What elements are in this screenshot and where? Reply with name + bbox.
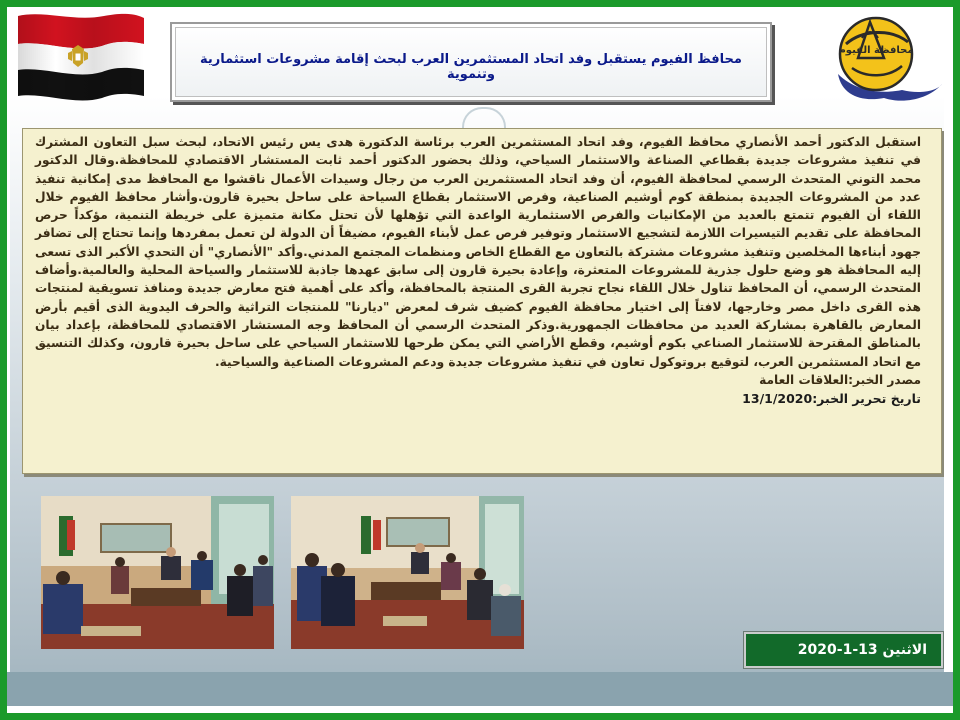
article-paragraph: استقبل الدكتور أحمد الأنصاري محافظ الفيوم، وفد اتحاد المستثمرين العرب برئاسة الدكتورة هدى يس رئيس الاتحاد، لبحث سبل التعاون المشترك في تنفيذ مشروعات جديدة بقطاعي الصناعة والاستثمار السياحي، وذلك بحضور الدكتور أحمد ثابت المستشار الاقتصادي للمحافظة.وقال الدكتور محمد التوني المتحدث الرسمي لمحافظة الفيوم، أن وفد اتحاد المستثمرين العرب من رجال وسيدات الأعمال ناقشوا مع المحافظ مدى إمكانية تنفيذ عدد من المشروعات الجديدة بمنطقة كوم أوشيم الصناعية، وفرص الاستثمار بقطاع السياحة على ساحل بحيرة قارون.وأشار محافظ الفيوم خلال اللقاء أن الفيوم تتمتع بالعديد من الإمكانيات والفرص الاستثمارية الواعدة التي تؤهلها لأن تحتل مكانة متميزة على خريطة التنمية، مؤكداً حرص المحافظة على تقديم التيسيرات اللازمة لتشجيع الاستثمار وتوفير فرص عمل لأبناء الفيوم، مضيفاً أن الدولة لن تعمل بمفردها وإنما تحتاج إلى تضافر جهود أبناءها المخلصين وتنفيذ مشروعات مشتركة بالتعاون مع القطاع الخاص ومنظمات المجتمع المدني.وأكد "الأنصاري" أن التحدي الأكبر الذى تسعى إليه المحافظة هو وضع حلول جذرية للمشروعات المتعثرة، وإعادة بحيرة قارون إلى سابق عهدها جاذبة للاستثمار والسياحة المحلية والعالمية.وأضاف المتحدث الرسمي، أن المحافظ تناول خلال اللقاء نجاح تجربة القرى المنتجة بالمحافظة، وأكد على أهمية فتح معارض جديدة ومنافذ تسويقية لمنتجات هذه القرى داخل مصر وخارجها، لافتاً إلى اختيار محافظة الفيوم كضيف شرف لمعرض "ديارنا" للمنتجات التراثية والحرف اليدوية الذى أقيم بأرض المعارض بالقاهرة بمشاركة العديد من محافظات الجمهورية.وذكر المتحدث الرسمي أن المحافظ وجه المستشار الاقتصادي للمحافظة، بإعداد بيان بالمناطق المقترحة للاستثمار الصناعي بكوم أوشيم، وقطع الأراضي التي يمكن طرحها للاستثمار السياحي على ساحل بحيرة قارون، وكذلك التنسيق مع اتحاد المستثمرين العرب، لتوقيع بروتوكول تعاون في تنفيذ مشروعات جديدة ودعم المشروعات الصناعية والسياحية.: [35, 135, 921, 369]
headline-title: محافظ الفيوم يستقبل وفد اتحاد المستثمرين العرب لبحث إقامة مشروعات استثمارية وتنموية: [200, 52, 742, 82]
edit-date-value: 13/1/2020: [742, 391, 813, 407]
egypt-flag-icon: [14, 10, 146, 102]
edit-date-line: [35, 389, 921, 408]
source-label: مصدر الخبر:: [848, 372, 921, 387]
logo-text: محافظة الفيوم: [838, 45, 914, 56]
fayoum-governorate-logo-icon: [832, 8, 946, 104]
headline-box: [170, 22, 772, 102]
source-line: [35, 371, 921, 390]
source-value: العلاقات العامة: [759, 372, 849, 387]
date-badge-text: الاثنين 13-1-2020: [797, 642, 927, 658]
date-badge: [744, 632, 943, 668]
footer-band: [7, 672, 953, 706]
article-box: [22, 128, 942, 474]
meeting-photo-2: [291, 496, 524, 649]
meeting-photo-1: [41, 496, 274, 649]
edit-date-label: تاريخ تحرير الخبر:: [812, 391, 921, 407]
